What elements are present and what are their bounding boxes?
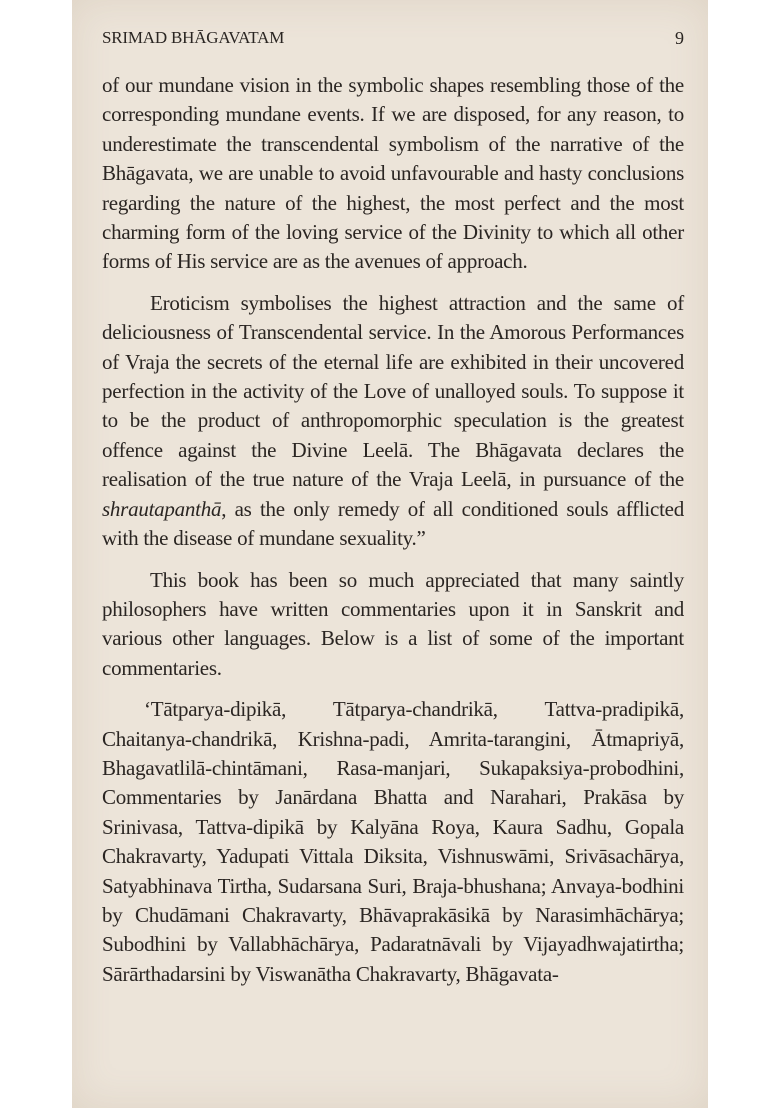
paragraph-2-text-a: Eroticism symbolises the highest attraction and the same of deliciousness of Transcendental service. In the Amorous Performances of Vraja the secrets of the eternal life are exhibited in their uncovered perfection in the activity of the Love of unalloyed souls. To suppose it to be the product of anthropomorphic speculation is the greatest offence against the Divine Leelā. The Bhāgavata declares the realisation of the true nature of the Vraja Leelā, in pursuance of the [102, 290, 684, 492]
page-body [102, 71, 684, 989]
paragraph-1: of our mundane vision in the symbolic shapes resembling those of the corresponding mundane events. If we are disposed, for any reason, to underestimate the transcendental symbolism of the narrative of the Bhāgavata, we are unable to avoid unfavourable and hasty conclusions regarding the nature of the highest, the most perfect and the most charming form of the loving service of the Divinity to which all other forms of His service are as the avenues of approach. [102, 73, 684, 274]
paragraph-3: This book has been so much appreciated that many saintly philosophers have written commentaries upon it in Sanskrit and various other languages. Below is a list of some of the important commentaries. [102, 567, 684, 680]
page-header [102, 28, 684, 52]
paragraph-2 [102, 289, 684, 554]
paragraph-2-text-b: , as the only remedy of all conditioned souls afflicted with the disease of mundane sexuality.” [102, 496, 684, 551]
paragraph-4: ‘Tātparya-dipikā, Tātparya-chandrikā, Tattva-pradipikā, Chaitanya-chandrikā, Krishna-padi, Amrita-tarangini, Ātmapriyā, Bhagavatlilā-chintāmani, Rasa-manjari, Sukapaksiya-probodhini, Commentaries by Janārdana Bhatta and Narahari, Prakāsa by Srinivasa, Tattva-dipikā by Kalyāna Roya, Kaura Sadhu, Gopala Chakravarty, Yadupati Vittala Diksita, Vishnuswāmi, Srivāsachārya, Satyabhinava Tirtha, Sudarsana Suri, Braja-bhushana; Anvaya-bodhini by Chudāmani Chakravarty, Bhāvaprakāsikā by Narasimhāchārya; Subodhini by Vallabhāchārya, Padaratnāvali by Vijayadhwajatirtha; Sārārthadarsini by Viswanātha Chakravarty, Bhāgavata- [102, 697, 684, 986]
page-number: 9 [675, 28, 684, 48]
paragraph-2-italic: shrautapanthā [102, 496, 222, 521]
running-head: SRIMAD BHĀGAVATAM [102, 28, 285, 47]
